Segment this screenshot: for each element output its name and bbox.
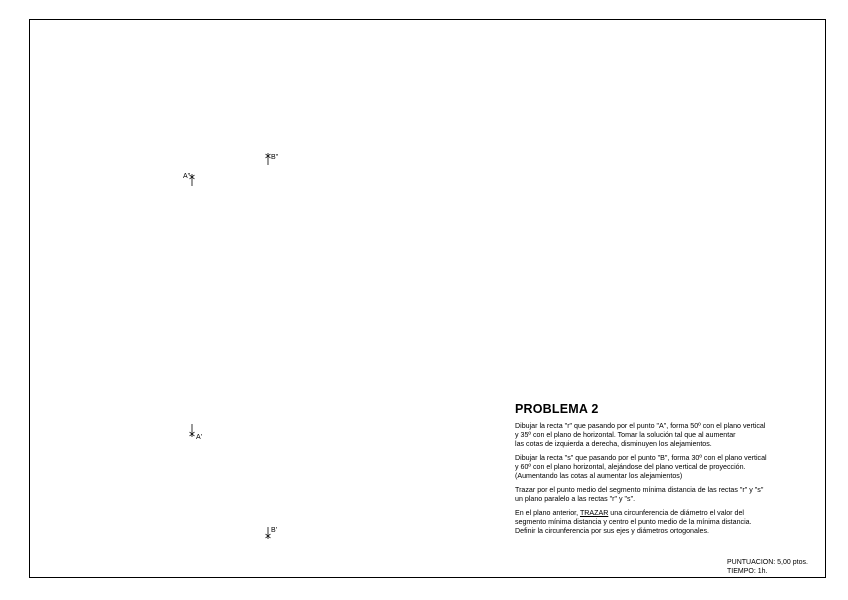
p4-line2: segmento mínima distancia y centro el punto medio de la mínima distancia.	[515, 518, 752, 526]
p4-post: una circunferencia de diámetro el valor del	[608, 509, 744, 517]
puntuacion-text: PUNTUACION: 5,00 ptos.	[727, 559, 808, 566]
score-block	[727, 558, 808, 576]
paragraph-recta-r	[515, 422, 821, 449]
paragraph-recta-s	[515, 454, 821, 481]
problem-statement	[515, 403, 821, 541]
p4-line3: Definir la circunferencia por sus ejes y diámetros ortogonales.	[515, 527, 709, 535]
label-a-prime2: A"	[183, 173, 191, 180]
paragraph-plano	[515, 486, 821, 504]
label-b-prime: B'	[271, 527, 278, 534]
label-b-prime2: B"	[271, 154, 279, 161]
point-b-vertical-projection	[266, 153, 279, 165]
tiempo-text: TIEMPO: 1h.	[727, 568, 768, 575]
point-a-vertical-projection	[183, 173, 195, 186]
p3-line1: Trazar por el punto medio del segmento mínima distancia de las rectas "r" y "s"	[515, 486, 764, 494]
problem-title: PROBLEMA 2	[515, 402, 599, 416]
p2-line3: (Aumentando las cotas al aumentar los alejamientos)	[515, 472, 683, 480]
p3-line2: un plano paralelo a las rectas "r" y "s".	[515, 495, 636, 503]
p1-line2: y 35º con el plano de horizontal. Tomar la solución tal que al aumentar	[515, 431, 736, 439]
p2-line2: y 60º con el plano horizontal, alejándose del plano vertical de proyección.	[515, 463, 746, 471]
p1-line1: Dibujar la recta "r" que pasando por el punto "A", forma 50º con el plano vertical	[515, 422, 766, 430]
p1-line3: las cotas de izquierda a derecha, disminuyen los alejamientos.	[515, 440, 712, 448]
label-a-prime: A'	[196, 434, 203, 441]
point-b-horizontal-projection	[266, 527, 278, 539]
point-a-horizontal-projection	[190, 424, 203, 441]
p2-line1: Dibujar la recta "s" que pasando por el punto "B", forma 30º con el plano vertical	[515, 454, 767, 462]
p4-trazar: TRAZAR	[579, 509, 609, 517]
paragraph-circunferencia	[515, 509, 821, 536]
p4-pre: En el plano anterior,	[515, 509, 580, 517]
